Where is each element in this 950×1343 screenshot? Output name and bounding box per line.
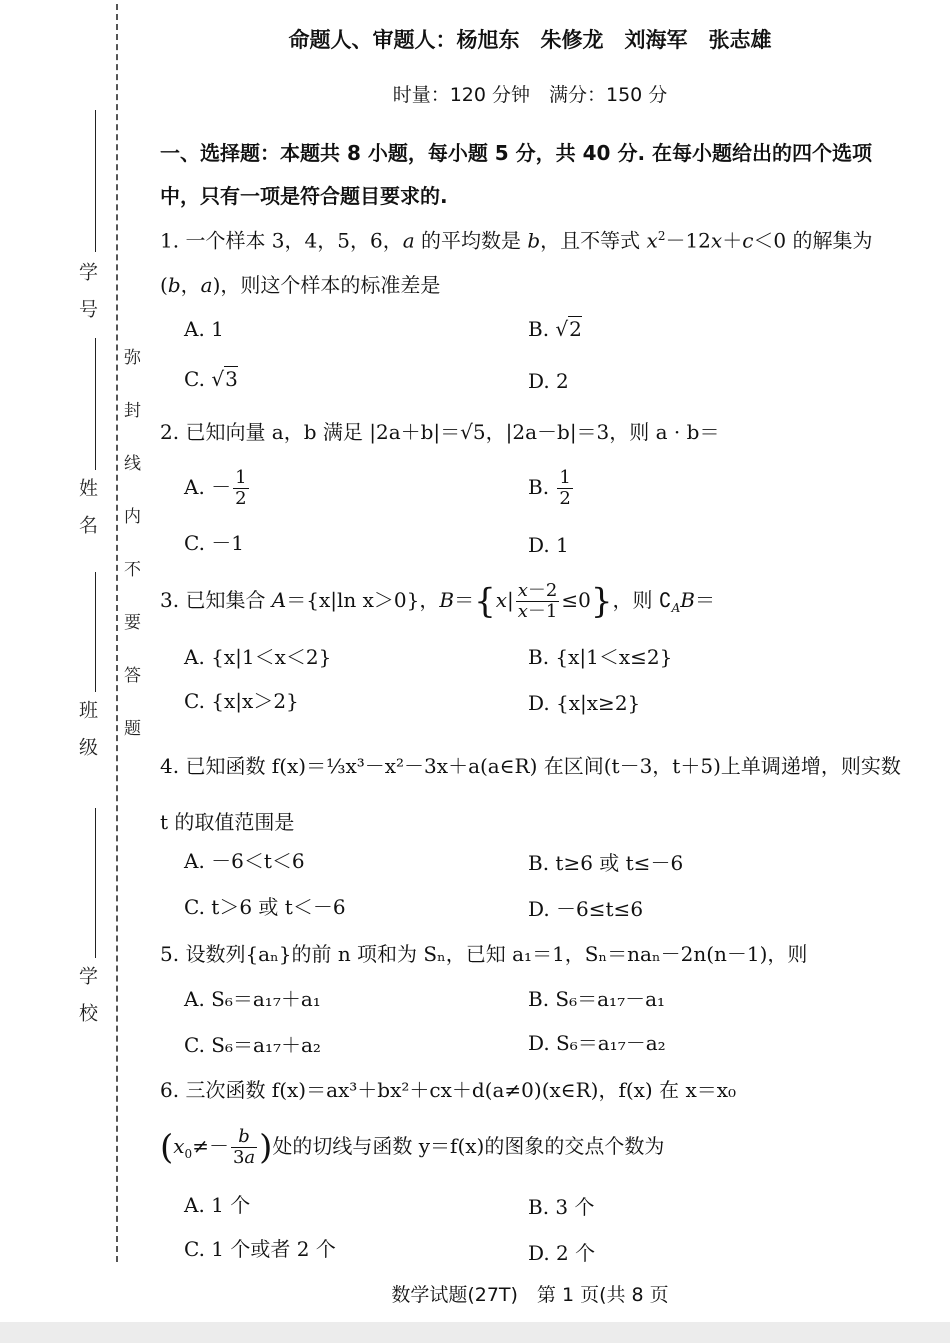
q1-option-c: C. √3: [184, 367, 238, 391]
q3-option-a: A. {x|1＜x＜2}: [184, 645, 332, 669]
name-blank: [95, 338, 96, 470]
q2-option-d: D. 1: [528, 533, 569, 557]
question-6-stem-line2: ($x_0\ne-$ $\frac{b}{3a}$ )处的切线与函数 y＝f(x)的图象的交点个数为: [160, 1126, 665, 1168]
question-6-stem-line1: 6. 三次函数 f(x)＝ax³＋bx²＋cx＋d(a≠0)(x∈R)，f(x) 在 x＝x₀: [160, 1078, 737, 1102]
section-title: 一、选择题：本题共 8 小题，每小题 5 分，共 40 分. 在每小题给出的四个选项中，只有一项是符合题目要求的.: [160, 141, 873, 208]
student-id-blank: [95, 110, 96, 252]
q6-option-c: C. 1 个或者 2 个: [184, 1237, 336, 1261]
q5-option-d: D. S₆＝a₁₇－a₂: [528, 1031, 666, 1055]
page-footer: 数学试题(27T) 第 1 页(共 8 页: [391, 1284, 669, 1306]
scan-edge-strip: [0, 1322, 950, 1343]
q5-option-a: A. S₆＝a₁₇＋a₁: [184, 987, 321, 1011]
student-id-label: 学号: [76, 262, 98, 336]
question-5-stem: 5. 设数列{aₙ}的前 n 项和为 Sₙ，已知 a₁＝1，Sₙ＝naₙ－2n(n－1)，则: [160, 942, 808, 966]
q6-option-b: B. 3 个: [528, 1195, 595, 1219]
q1-option-d: D. 2: [528, 369, 569, 393]
q2-option-b: B. $\frac{1}{2}$: [528, 467, 571, 509]
q1-option-b: B. √2: [528, 317, 582, 341]
q5-option-b: B. S₆＝a₁₇－a₁: [528, 987, 666, 1011]
class-blank: [95, 572, 96, 692]
q3-option-c: C. {x|x＞2}: [184, 689, 299, 713]
q6-option-a: A. 1 个: [184, 1193, 251, 1217]
q2-option-a: A. － $\frac{1}{2}$: [184, 467, 247, 509]
q4-option-b: B. t≥6 或 t≤－6: [528, 851, 684, 875]
seal-dashed-line: [116, 4, 118, 1262]
authors-line: 命题人、审题人：杨旭东 朱修龙 刘海军 张志雄: [288, 28, 772, 52]
q4-option-c: C. t＞6 或 t＜－6: [184, 895, 346, 919]
question-1-stem: 1. 一个样本 3，4，5，6，a 的平均数是 b，且不等式 $x^2-12x+c<0$ 的解集为 (b，a)，则这个样本的标准差是: [160, 228, 873, 297]
question-2-stem: 2. 已知向量 a，b 满足 |2a＋b|＝√5，|2a－b|＝3，则 a · b＝: [160, 420, 720, 444]
name-label: 姓名: [76, 478, 98, 552]
seal-warning-text: 弥封线内不要答题: [120, 348, 140, 772]
q5-option-c: C. S₆＝a₁₇＋a₂: [184, 1033, 321, 1057]
q3-option-d: D. {x|x≥2}: [528, 691, 641, 715]
school-blank: [95, 808, 96, 958]
question-4-stem: 4. 已知函数 f(x)＝⅓x³－x²－3x＋a(a∈R) 在区间(t－3，t＋5)上单调递增，则实数 t 的取值范围是: [160, 754, 901, 834]
q4-option-a: A. －6＜t＜6: [184, 849, 305, 873]
question-3-stem: 3. 已知集合 A＝{x|ln x＞0}，B＝{x| $\frac{x-2}{x-1}$ ≤0}，则 $∁_AB=$: [160, 580, 715, 622]
q6-option-d: D. 2 个: [528, 1241, 596, 1265]
class-label: 班级: [76, 700, 98, 774]
q4-option-d: D. －6≤t≤6: [528, 897, 644, 921]
school-label: 学校: [76, 966, 98, 1040]
q2-option-c: C. －1: [184, 531, 245, 555]
q3-option-b: B. {x|1＜x≤2}: [528, 645, 673, 669]
time-score-line: 时量：120 分钟 满分：150 分: [392, 84, 668, 106]
q1-option-a: A. 1: [184, 317, 224, 341]
